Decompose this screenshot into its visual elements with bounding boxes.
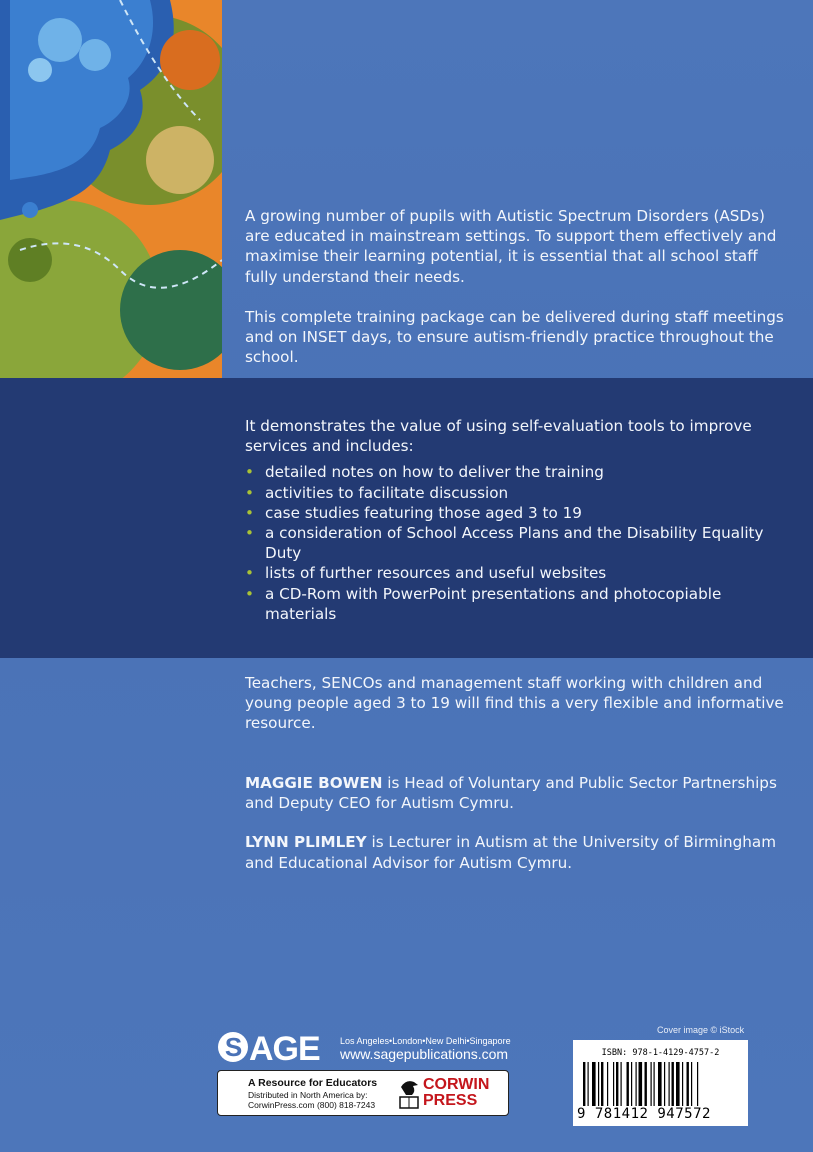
list-item: • activities to facilitate discussion	[245, 483, 785, 503]
list-item: • a CD-Rom with PowerPoint presentations and photocopiable materials	[245, 584, 785, 624]
corwin-distribution-box	[217, 1070, 509, 1116]
brain-gears-illustration	[0, 0, 222, 378]
distribution-label: Distributed in North America by:	[248, 1090, 368, 1100]
author-name: MAGGIE BOWEN	[245, 774, 383, 792]
features-list	[245, 462, 785, 624]
list-item: • case studies featuring those aged 3 to 19	[245, 503, 785, 523]
features-text	[245, 416, 785, 624]
intro-paragraph-1: A growing number of pupils with Autistic Spectrum Disorders (ASDs) are educated in mainstream settings. To support them effectively and maximise their learning potential, it is essential that all school staff fully understand their needs.	[245, 207, 777, 286]
isbn-barcode	[573, 1040, 748, 1126]
corwin-wordmark: CORWIN	[423, 1076, 490, 1093]
publisher-url: www.sagepublications.com	[340, 1046, 509, 1062]
sage-logo-text: AGE	[249, 1030, 320, 1068]
resource-label: A Resource for Educators	[248, 1077, 378, 1089]
features-lead: It demonstrates the value of using self-evaluation tools to improve services and includes:	[245, 417, 752, 456]
corwin-raven-icon	[398, 1077, 420, 1109]
list-item: • lists of further resources and useful websites	[245, 563, 785, 583]
publisher-cities: Los Angeles•London•New Delhi•Singapore	[340, 1036, 511, 1046]
barcode-bars	[583, 1062, 738, 1106]
author-description: is Lecturer in Autism at the University of Birmingham and Educational Advisor for Autism Cymru.	[245, 833, 776, 872]
intro-paragraph-2: This complete training package can be delivered during staff meetings and on INSET days, to ensure autism-friendly practice throughout the school.	[245, 307, 784, 367]
list-item: • detailed notes on how to deliver the training	[245, 462, 785, 482]
barcode-digits: 9 781412 947572	[577, 1106, 711, 1122]
author-bio-plimley	[245, 832, 785, 872]
list-item: • a consideration of School Access Plans and the Disability Equality Duty	[245, 523, 785, 563]
isbn-text: ISBN: 978-1-4129-4757-2	[601, 1048, 720, 1058]
audience-text	[245, 673, 785, 734]
author-bios	[245, 773, 785, 873]
corwin-contact: CorwinPress.com (800) 818-7243	[248, 1100, 376, 1110]
cover-image-credit: Cover image © iStock	[657, 1025, 745, 1035]
corwin-press-logo	[423, 1077, 489, 1109]
sage-logo-mark: S	[218, 1032, 248, 1062]
intro-text	[245, 206, 785, 367]
audience-paragraph: Teachers, SENCOs and management staff working with children and young people aged 3 to 19 will find this a very flexible and informative resource.	[245, 674, 784, 733]
author-name: LYNN PLIMLEY	[245, 833, 367, 852]
author-description: is Head of Voluntary and Public Sector Partnerships and Deputy CEO for Autism Cymru.	[245, 774, 777, 813]
sage-logo	[218, 1030, 320, 1069]
author-bio-bowen	[245, 773, 785, 813]
press-wordmark: PRESS	[423, 1092, 478, 1109]
